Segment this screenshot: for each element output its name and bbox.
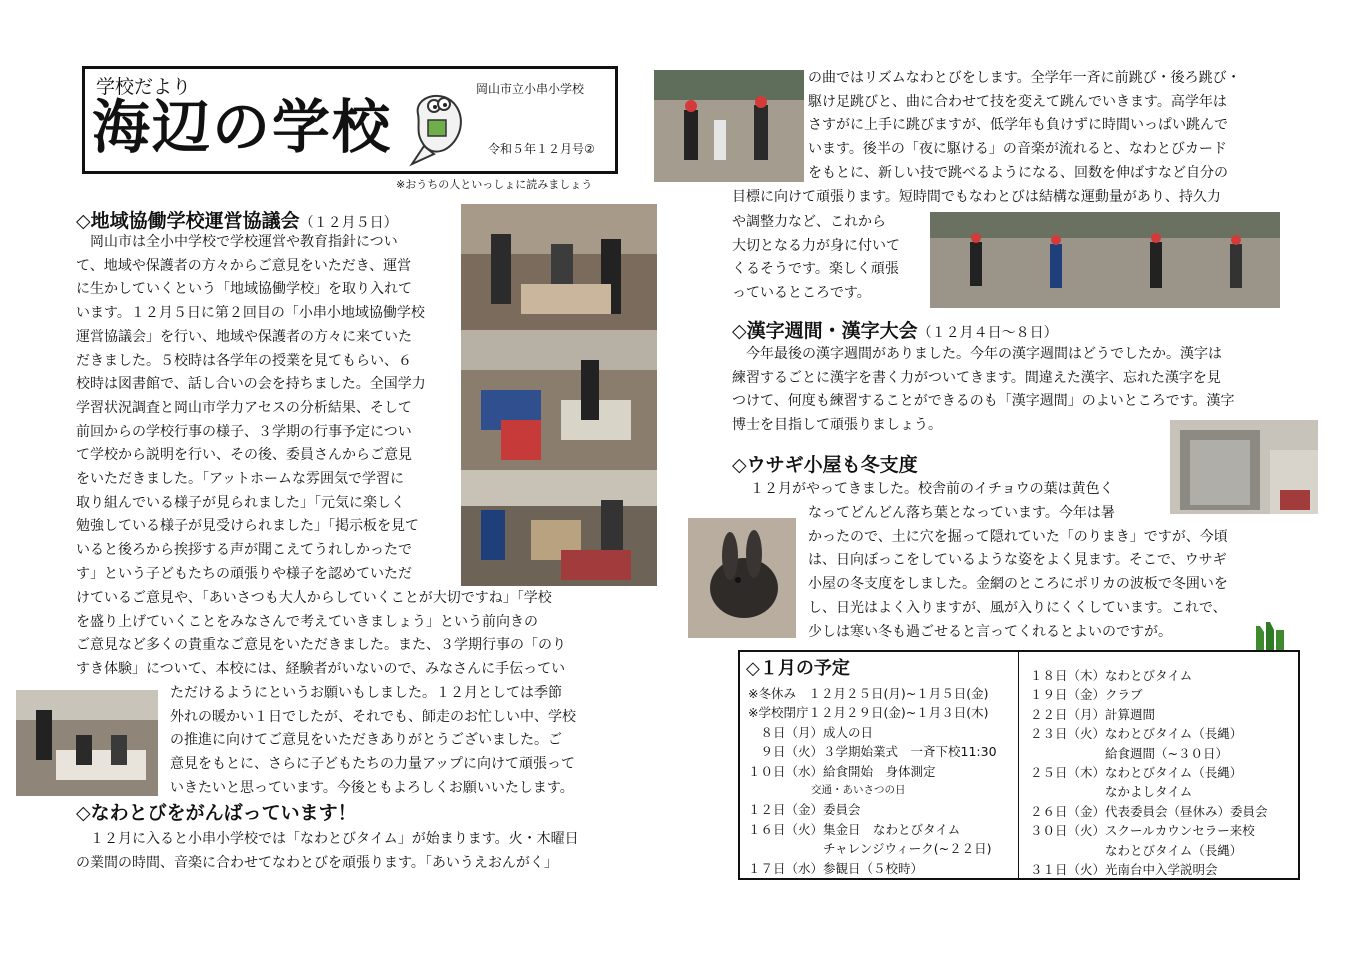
body-line: の推進に向けてご意見をいただきありがとうございました。ご — [170, 732, 562, 749]
body-line: 学習状況調査と岡山市学力アセスの分析結果、そして — [76, 399, 412, 416]
body-line: だきました。５校時は各学年の授業を見てもらい、６ — [76, 352, 412, 369]
body-line: ご意見など多くの貴重なご意見をいただきました。また、３学期行事の「のり — [76, 637, 566, 654]
read-together-note: ※おうちの人といっしょに読みましょう — [396, 178, 593, 191]
body-line: をいただきました。「アットホームな雰囲気で学習に — [76, 471, 405, 488]
schedule-item: ２６日（金）代表委員会（昼休み）委員会 — [1030, 803, 1268, 819]
body-line: 校時は図書館で、話し合いの会を持ちました。全国学力 — [76, 376, 426, 393]
section-heading-kanji-week — [732, 316, 1058, 343]
newsletter-label: 学校だより — [96, 76, 192, 98]
school-name: 岡山市立小串小学校 — [476, 82, 585, 96]
section-body-community-council-wide — [76, 587, 622, 682]
rabbit-hutch-photo — [1170, 420, 1318, 514]
section-body-rabbit-hutch-first: １２月がやってきました。校舎前のイチョウの葉は黄色く — [750, 481, 1114, 497]
schedule-item: １９日（金）クラブ — [1030, 687, 1143, 703]
body-line: 少しは寒い冬も過ごせると言ってくれるとよいのですが。 — [808, 623, 1172, 640]
body-line: 勉強している様子が見受けられました」「掲示板を見て — [76, 518, 419, 535]
section-body-jump-rope-short — [732, 211, 928, 306]
body-line: て、地域や保護者の方々からご意見をいただき、運営 — [76, 257, 412, 274]
body-line: は、日向ぼっこをしているような姿をよく見ます。そこで、ウサギ — [808, 552, 1227, 569]
body-line: 意見をもとに、さらに子どもたちの力量アップに向けて頑張って — [170, 756, 576, 773]
issue-date: 令和５年１２月号② — [488, 142, 595, 156]
body-line: て学校から説明を行い、その後、委員さんからご意見 — [76, 447, 412, 464]
classroom-photo-3 — [461, 470, 657, 586]
section-body-community-council-indent — [170, 682, 622, 801]
body-line: くるそうです。楽しく頑張 — [732, 261, 899, 278]
schedule-list-left — [748, 684, 1016, 878]
body-line: 今年最後の漢字週間がありました。今年の漢字週間はどうでしたか。漢字は — [746, 346, 1222, 362]
classroom-photo-2 — [461, 330, 657, 470]
body-line: 博士を目指して頑張りましょう。 — [732, 417, 942, 434]
meeting-photo-1 — [461, 204, 657, 330]
newsletter-title: 海辺の学校 — [92, 93, 393, 161]
body-line: 大切となる力が身に付いて — [732, 237, 900, 254]
schedule-item: ※学校閉庁１２月２９日(金)~１月３日(木) — [748, 705, 989, 721]
heading-text: ◇地域協働学校運営協議会 — [76, 210, 300, 232]
section-body-jump-rope-full: 目標に向けて頑張ります。短時間でもなわとびは結構な運動量があり、持久力 — [732, 189, 1221, 205]
section-heading-jump-rope: ◇なわとびをがんばっています！ — [76, 802, 357, 824]
schedule-item: 給食週間（~３０日） — [1030, 745, 1228, 761]
meeting-photo-library — [16, 690, 158, 796]
body-line: っているところです。 — [732, 285, 871, 302]
schedule-item: １６日（火）集金日 なわとびタイム — [748, 821, 961, 837]
body-line: す」という子どもたちの頑張りや様子を認めていただ — [76, 565, 412, 582]
section-heading-community-council — [76, 206, 398, 233]
heading-date: （１２月４日～８日） — [917, 325, 1058, 341]
body-line: の曲ではリズムなわとびをします。全学年一斉に前跳び・後ろ跳び・ — [808, 70, 1241, 86]
schedule-item: ２５日（木）なわとびタイム（長縄） — [1030, 764, 1243, 780]
heading-text: ◇漢字週間・漢字大会 — [732, 320, 918, 342]
schedule-item: ３０日（火）スクールカウンセラー来校 — [1030, 823, 1255, 839]
body-line: さすがに上手に跳びますが、低学年も負けずに時間いっぱい跳んで — [808, 117, 1228, 134]
body-line: １２月に入ると小串小学校では「なわとびタイム」が始まります。火・木曜日 — [90, 831, 579, 847]
schedule-item: ８日（月）成人の日 — [748, 724, 874, 740]
schedule-item: 交通・あいさつの日 — [748, 783, 906, 796]
section-body-jump-rope — [76, 828, 622, 875]
body-line: 前回からの学校行事の様子、３学期の行事予定につい — [76, 423, 412, 440]
body-line: や調整力など、これから — [732, 214, 886, 230]
jump-rope-photo-2 — [930, 212, 1280, 308]
body-line: つけて、何度も練習することができるのも「漢字週間」のよいところです。漢字 — [732, 393, 1235, 410]
body-line: なってどんどん落ち葉となっています。今年は暑 — [808, 505, 1115, 521]
body-line: いると後ろから挨拶する声が聞こえてうれしかったで — [76, 542, 412, 559]
section-body-rabbit-hutch — [808, 502, 1278, 644]
schedule-list-right — [1030, 666, 1298, 879]
jump-rope-photo-1 — [654, 70, 804, 182]
body-line: います。１２月５日に第２回目の「小串小地域協働学校 — [76, 305, 425, 322]
schedule-item: ２３日（火）なわとびタイム（長縄） — [1030, 726, 1243, 742]
body-line: 練習するごとに漢字を書く力がついてきます。間違えた漢字、忘れた漢字を見 — [732, 369, 1221, 386]
body-line: いきたいと思っています。今後ともよろしくお願いいたします。 — [170, 779, 574, 796]
schedule-item: チャレンジウィーク(~２２日) — [748, 841, 992, 857]
body-line: 外れの暖かい１日でしたが、それでも、師走のお忙しい中、学校 — [170, 708, 576, 725]
body-line: に生かしていくという「地域協働学校」を取り入れて — [76, 281, 412, 298]
schedule-item: ２２日（月）計算週間 — [1030, 706, 1156, 722]
schedule-item: １２日（金）委員会 — [748, 802, 861, 818]
body-line: の業間の時間、音楽に合わせてなわとびを頑張ります。「あいうえおんがく」 — [76, 854, 558, 871]
body-line: すき体験」について、本校には、経験者がいないので、みなさんに手伝ってい — [76, 661, 566, 678]
body-line: し、日光はよく入りますが、風が入りにくくしています。これで、 — [808, 599, 1227, 616]
body-line: います。後半の「夜に駆ける」の音楽が流れると、なわとびカード — [808, 141, 1227, 158]
rabbit-photo — [688, 518, 796, 638]
schedule-item: １７日（水）参観日（５校時） — [748, 860, 924, 876]
heading-date: （１２月５日） — [299, 215, 398, 231]
body-line: 岡山市は全小中学校で学校運営や教育指針につい — [90, 234, 398, 250]
schedule-divider — [1018, 652, 1019, 878]
body-line: ただけるようにというお願いもしました。１２月としては季節 — [170, 685, 562, 701]
body-line: を盛り上げていくことをみなさんで考えていきましょう」という前向きの — [76, 613, 538, 630]
schedule-title: ◇１月の予定 — [746, 658, 850, 679]
section-heading-rabbit-hutch: ◇ウサギ小屋も冬支度 — [732, 454, 918, 476]
body-line: 取り組んでいる様子が見られました」「元気に楽しく — [76, 494, 405, 511]
body-line: かったので、土に穴を掘って隠れていた「のりまき」ですが、今頃 — [808, 528, 1228, 545]
body-line: けているご意見や、「あいさつも大人からしていくことが大切ですね」「学校 — [76, 590, 552, 606]
schedule-item: １８日（木）なわとびタイム — [1030, 668, 1193, 683]
schedule-item: ３１日（火）光南台中入学説明会 — [1030, 861, 1218, 877]
body-line: 小屋の冬支度をしました。金網のところにポリカの波板で冬囲いを — [808, 576, 1228, 593]
schedule-item: なわとびタイム（長縄） — [1030, 842, 1243, 858]
body-line: 駆け足跳びと、曲に合わせて技を変えて跳んでいきます。高学年は — [808, 93, 1227, 110]
schedule-item: なかよしタイム — [1030, 784, 1193, 800]
fish-mascot-icon — [404, 84, 476, 168]
section-body-jump-rope-right — [808, 67, 1278, 186]
schedule-item: ※冬休み １２月２５日(月)~１月５日(金) — [748, 686, 989, 701]
schedule-item: １０日（水）給食開始 身体測定 — [748, 763, 936, 779]
body-line: をもとに、新しい技で跳べるようになる、回数を伸ばすなど自分の — [808, 164, 1228, 181]
body-line: 運営協議会」を行い、地域や保護者の方々に来ていた — [76, 328, 412, 345]
section-body-community-council — [76, 231, 454, 587]
schedule-item: ９日（火）３学期始業式 一斉下校11:30 — [748, 744, 997, 760]
